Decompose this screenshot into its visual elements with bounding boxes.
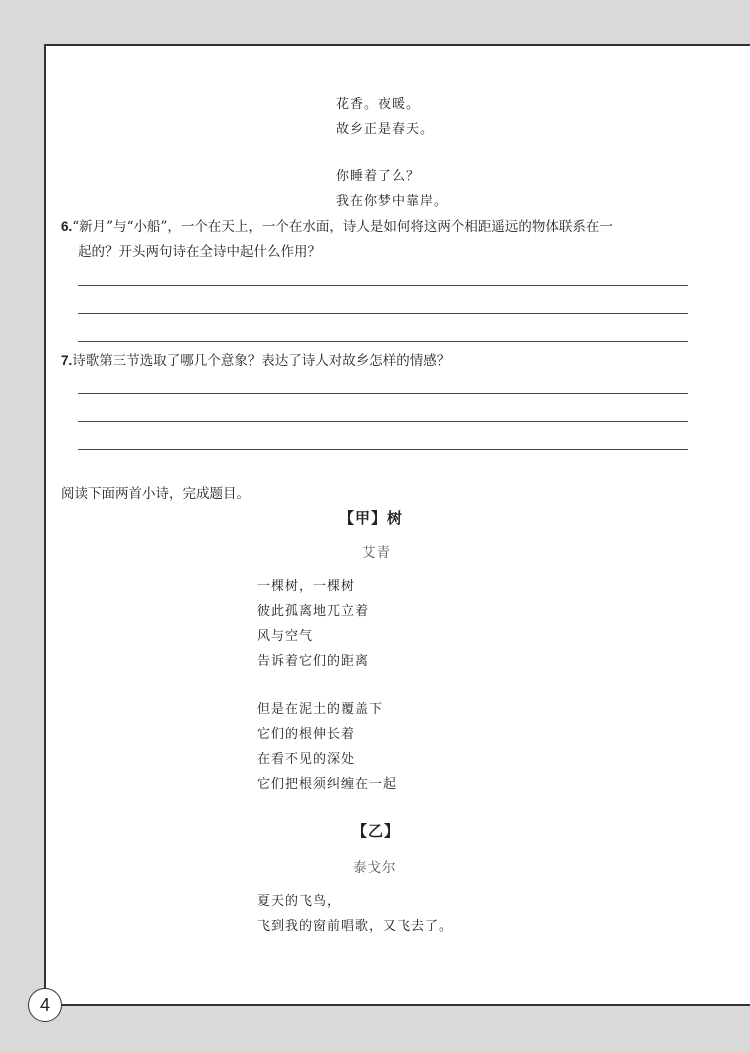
poem-line: 花香。夜暖。 [336,97,421,112]
question-text-continued: 起的？开头两句诗在全诗中起什么作用？ [78,244,321,260]
poem-line: 飞到我的窗前唱歌，又飞去了。 [257,919,454,934]
answer-line[interactable] [78,341,688,342]
answer-line[interactable] [78,393,688,394]
poem-title: 【乙】 [352,823,401,840]
reading-instruction: 阅读下面两首小诗，完成题目。 [61,486,250,502]
poem-line: 我在你梦中靠岸。 [336,194,449,209]
page-number: 4 [28,988,62,1022]
poem-line: 它们把根须纠缠在一起 [257,777,398,792]
poem-line: 彼此孤离地兀立着 [257,604,370,619]
poem-line: 它们的根伸长着 [257,727,356,742]
poem-line: 夏天的飞鸟， [257,894,342,909]
answer-line[interactable] [78,449,688,450]
answer-line[interactable] [78,285,688,286]
poem-author: 泰戈尔 [353,860,397,876]
question-number: 6. [61,219,73,234]
poem-line: 风与空气 [257,629,314,644]
answer-line[interactable] [78,421,688,422]
poem-line: 你睡着了么？ [336,169,421,184]
question-6 [61,218,613,236]
question-7 [61,352,450,370]
poem-line: 一棵树，一棵树 [257,579,356,594]
answer-line[interactable] [78,313,688,314]
poem-line: 故乡正是春天。 [336,122,435,137]
question-text: 诗歌第三节选取了哪几个意象？表达了诗人对故乡怎样的情感？ [72,353,451,369]
poem-title: 【甲】树 [339,510,404,527]
question-text: “新月”与“小船”，一个在天上，一个在水面，诗人是如何将这两个相距遥远的物体联系在一 [72,219,613,235]
question-number: 7. [61,353,73,368]
poem-author: 艾青 [362,545,391,561]
poem-line: 告诉着它们的距离 [257,654,370,669]
poem-line: 在看不见的深处 [257,752,356,767]
poem-line: 但是在泥土的覆盖下 [257,702,384,717]
